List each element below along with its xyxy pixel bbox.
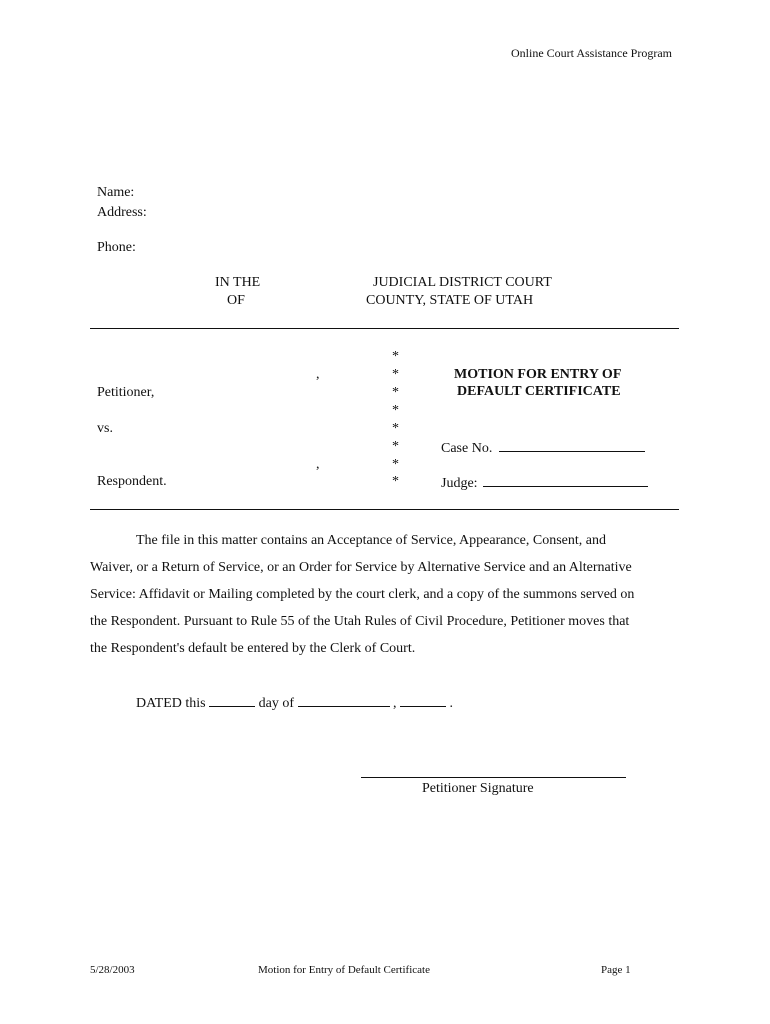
program-header: Online Court Assistance Program bbox=[511, 46, 672, 60]
footer-date: 5/28/2003 bbox=[90, 964, 135, 976]
judge-label: Judge: bbox=[441, 476, 478, 491]
footer-title: Motion for Entry of Default Certificate bbox=[258, 964, 430, 976]
signature-label: Petitioner Signature bbox=[422, 781, 534, 796]
caption-bottom-rule bbox=[90, 509, 679, 510]
court-in-the: IN THE bbox=[215, 275, 261, 290]
caption-asterisk: * bbox=[392, 349, 399, 364]
dated-prefix: DATED this bbox=[136, 696, 206, 711]
caption-asterisk: * bbox=[392, 457, 399, 472]
judge-blank bbox=[483, 474, 648, 487]
caption-top-rule bbox=[90, 328, 679, 329]
case-no-blank bbox=[499, 439, 645, 452]
name-label: Name: bbox=[97, 185, 135, 200]
court-of: OF bbox=[227, 293, 245, 308]
body-line: The file in this matter contains an Acceptance of Service, Appearance, Consent, and bbox=[136, 533, 606, 548]
dated-comma: , bbox=[393, 696, 397, 711]
respondent-label: Respondent. bbox=[97, 474, 167, 489]
address-label: Address: bbox=[97, 205, 147, 220]
vs-label: vs. bbox=[97, 421, 113, 436]
dated-line bbox=[136, 694, 453, 712]
case-no-label: Case No. bbox=[441, 441, 493, 456]
caption-asterisk: * bbox=[392, 474, 399, 489]
body-line: Service: Affidavit or Mailing completed by the court clerk, and a copy of the summons served on bbox=[90, 587, 635, 602]
footer-page: Page 1 bbox=[601, 964, 631, 976]
case-no-field bbox=[441, 439, 645, 457]
court-county: COUNTY, STATE OF UTAH bbox=[366, 293, 534, 308]
body-line: Waiver, or a Return of Service, or an Order for Service by Alternative Service and an Alternative bbox=[90, 560, 632, 575]
respondent-comma: , bbox=[316, 457, 320, 472]
caption-asterisk: * bbox=[392, 403, 399, 418]
caption-asterisk: * bbox=[392, 439, 399, 454]
motion-title-line2: DEFAULT CERTIFICATE bbox=[457, 384, 621, 399]
signature-line bbox=[361, 777, 626, 778]
dated-day-of: day of bbox=[258, 696, 295, 711]
petitioner-label: Petitioner, bbox=[97, 385, 155, 400]
caption-asterisk: * bbox=[392, 385, 399, 400]
body-line: the Respondent. Pursuant to Rule 55 of the Utah Rules of Civil Procedure, Petitioner moves that bbox=[90, 614, 630, 629]
caption-asterisk: * bbox=[392, 367, 399, 382]
phone-label: Phone: bbox=[97, 240, 136, 255]
body-line: the Respondent's default be entered by the Clerk of Court. bbox=[90, 641, 416, 656]
petitioner-comma: , bbox=[316, 367, 320, 382]
dated-month-blank bbox=[298, 694, 390, 707]
caption-asterisk: * bbox=[392, 421, 399, 436]
dated-period: . bbox=[449, 696, 454, 711]
motion-body bbox=[90, 527, 680, 662]
judge-field bbox=[441, 474, 648, 492]
dated-day-blank bbox=[209, 694, 255, 707]
dated-year-blank bbox=[400, 694, 446, 707]
motion-title-line1: MOTION FOR ENTRY OF bbox=[454, 367, 622, 382]
court-judicial-district: JUDICIAL DISTRICT COURT bbox=[373, 275, 552, 290]
